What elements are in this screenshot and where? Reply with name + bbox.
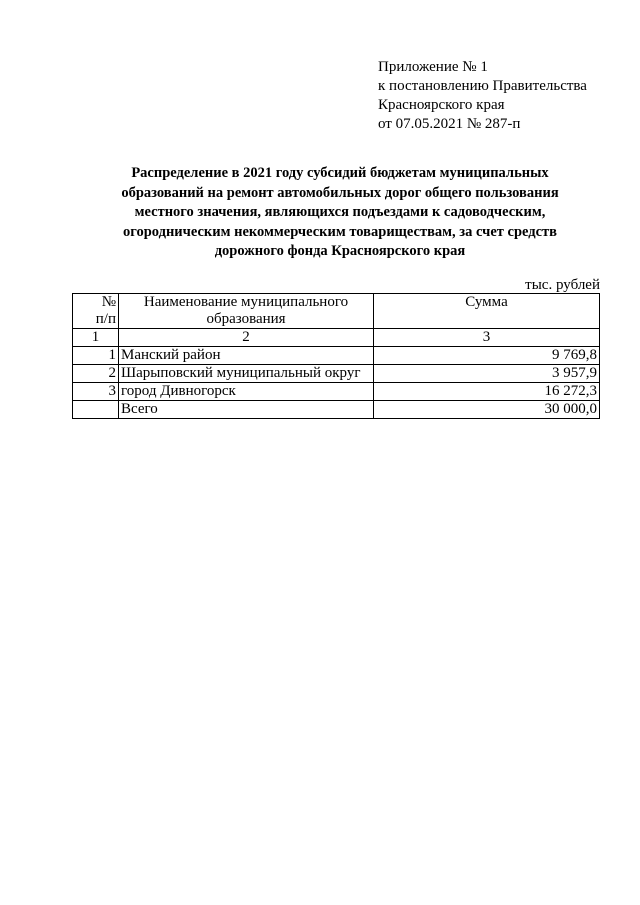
header-number-symbol: №: [101, 294, 116, 310]
table-row: [73, 365, 600, 383]
header-name: [119, 294, 374, 329]
row-number: 3: [73, 383, 119, 401]
appendix-header: [378, 58, 587, 134]
header-number: [73, 294, 119, 329]
table-row: [73, 347, 600, 365]
row-municipality: Манский район: [119, 347, 374, 365]
title-line-1: Распределение в 2021 году субсидий бюджетам муниципальных: [131, 165, 549, 181]
total-label: Всего: [119, 401, 374, 419]
appendix-number: Приложение № 1: [378, 59, 488, 75]
appendix-region-line: Красноярского края: [378, 97, 505, 113]
header-name-line-1: Наименование муниципального: [143, 294, 349, 310]
header-sum: Сумма: [374, 294, 600, 329]
total-sum: 30 000,0: [374, 401, 600, 419]
row-number: 1: [73, 347, 119, 365]
column-index-3: 3: [374, 329, 600, 347]
appendix-resolution-line: к постановлению Правительства: [378, 78, 587, 94]
row-sum: 16 272,3: [374, 383, 600, 401]
row-sum: 3 957,9: [374, 365, 600, 383]
title-line-2: образований на ремонт автомобильных дорог общего пользования: [121, 184, 559, 201]
total-row: [73, 401, 600, 419]
total-number: [73, 401, 119, 419]
title-line-5: дорожного фонда Красноярского края: [214, 243, 466, 260]
title-line-4: огородническим некоммерческим товариществам, за счет средств: [123, 223, 557, 240]
column-index-2: 2: [119, 329, 374, 347]
document-title: [80, 164, 600, 262]
row-number: 2: [73, 365, 119, 383]
title-line-3: местного значения, являющихся подъездами к садоводческим,: [134, 204, 546, 221]
header-number-abbrev: п/п: [95, 311, 116, 327]
units-label: тыс. рублей: [525, 277, 600, 293]
distribution-table: [72, 293, 600, 419]
header-name-line-2: образования: [206, 311, 286, 327]
appendix-date-line: от 07.05.2021 № 287-п: [378, 116, 521, 132]
row-municipality: город Дивногорск: [119, 383, 374, 401]
row-municipality: Шарыповский муниципальный округ: [119, 365, 374, 383]
row-sum: 9 769,8: [374, 347, 600, 365]
table-header-row: [73, 294, 600, 329]
table-row: [73, 383, 600, 401]
column-index-1: 1: [73, 329, 119, 347]
column-index-row: [73, 329, 600, 347]
